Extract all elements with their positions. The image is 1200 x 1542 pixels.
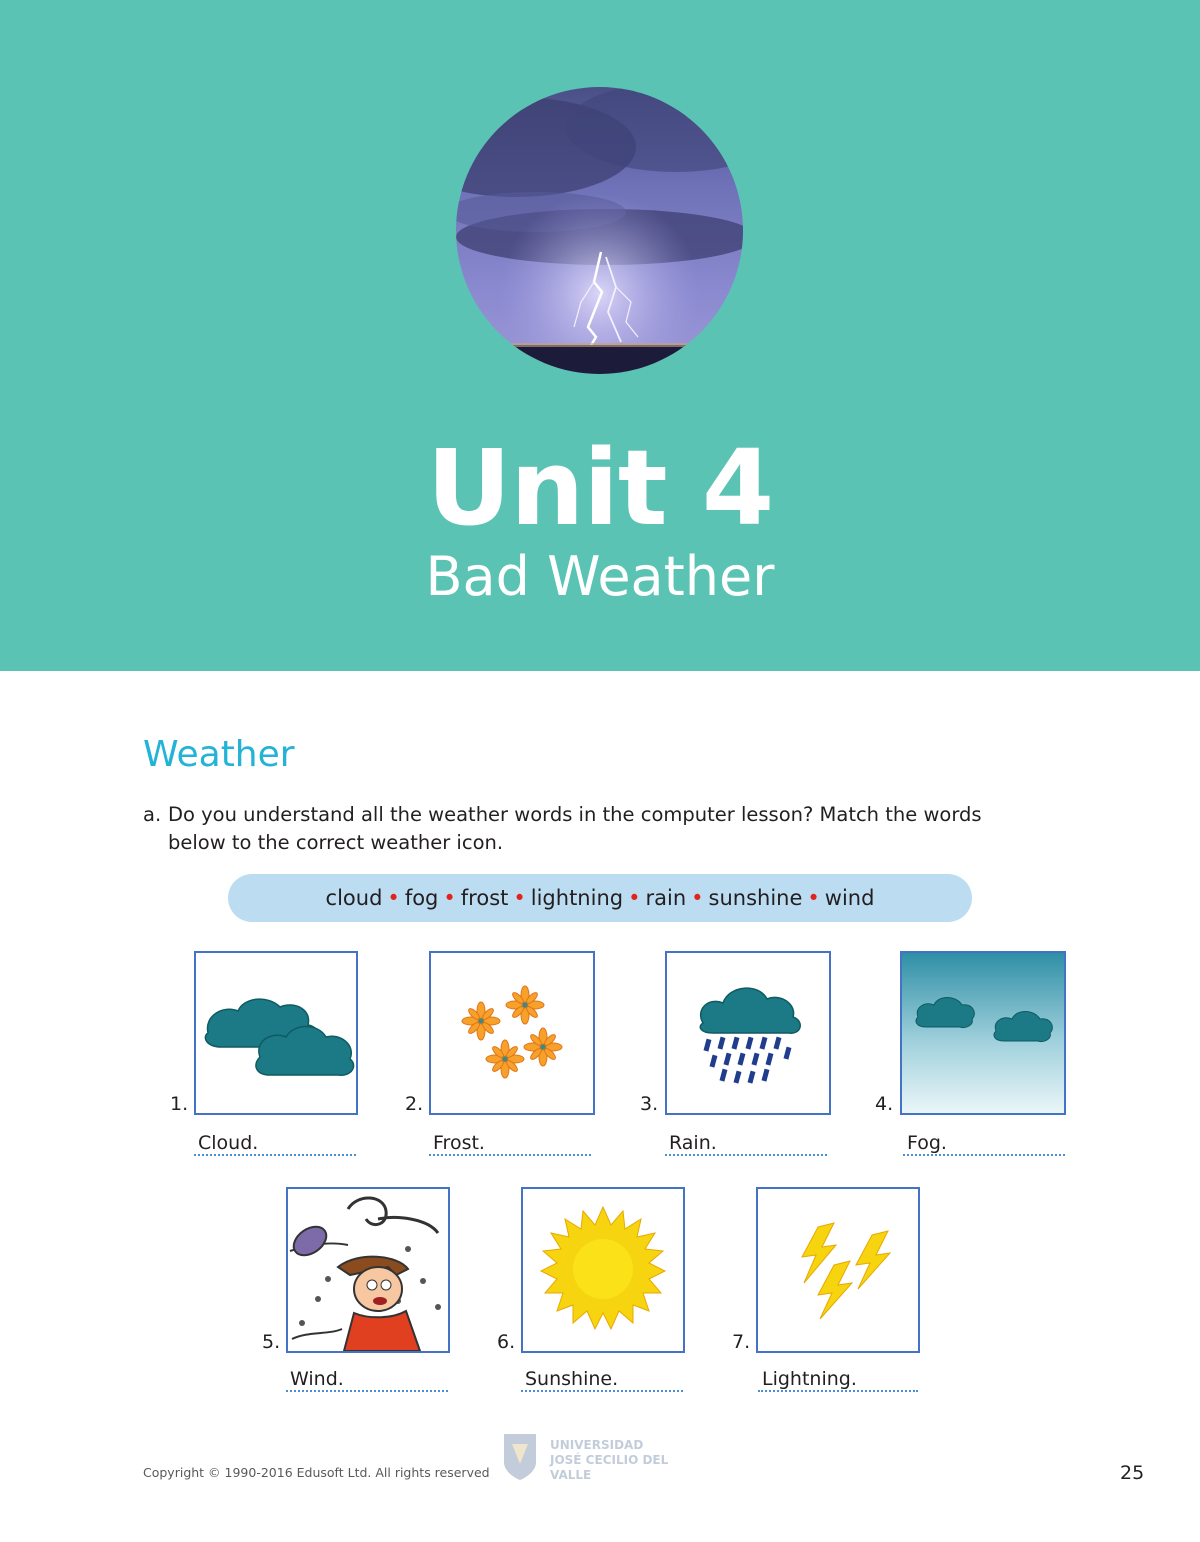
watermark-line-2: JOSÉ CECILIO DEL VALLE bbox=[550, 1453, 669, 1482]
answer-field[interactable]: Wind. bbox=[286, 1368, 448, 1392]
section-heading: Weather bbox=[143, 734, 295, 775]
frost-icon bbox=[429, 951, 595, 1115]
answer-field[interactable]: Sunshine. bbox=[521, 1368, 683, 1392]
item-number: 6. bbox=[497, 1331, 516, 1353]
instruction-text bbox=[143, 801, 1073, 857]
word-bank bbox=[228, 874, 972, 922]
answer-field[interactable]: Lightning. bbox=[758, 1368, 918, 1392]
separator-dot: • bbox=[387, 886, 400, 910]
answer-field[interactable]: Fog. bbox=[903, 1132, 1065, 1156]
answer-field[interactable]: Frost. bbox=[429, 1132, 591, 1156]
page-number: 25 bbox=[1120, 1462, 1145, 1484]
word-bank-item: sunshine bbox=[708, 886, 803, 910]
word-bank-item: wind bbox=[824, 886, 875, 910]
answer-field[interactable]: Rain. bbox=[665, 1132, 827, 1156]
watermark-line-1: UNIVERSIDAD bbox=[550, 1438, 644, 1452]
copyright-text: Copyright © 1990-2016 Edusoft Ltd. All rights reserved bbox=[143, 1465, 490, 1480]
instruction-letter: a. bbox=[143, 803, 162, 826]
fog-icon bbox=[900, 951, 1066, 1115]
separator-dot: • bbox=[691, 886, 704, 910]
thunderstorm-photo bbox=[456, 87, 743, 374]
word-bank-item: rain bbox=[645, 886, 687, 910]
item-number: 5. bbox=[262, 1331, 281, 1353]
word-bank-item: frost bbox=[460, 886, 509, 910]
instruction-line-1: Do you understand all the weather words in the computer lesson? Match the words bbox=[168, 803, 982, 826]
item-number: 3. bbox=[640, 1093, 659, 1115]
unit-title: Unit 4 bbox=[426, 427, 774, 549]
separator-dot: • bbox=[628, 886, 641, 910]
item-number: 2. bbox=[405, 1093, 424, 1115]
separator-dot: • bbox=[513, 886, 526, 910]
word-bank-item: lightning bbox=[530, 886, 624, 910]
unit-banner bbox=[0, 0, 1200, 671]
word-bank-item: cloud bbox=[325, 886, 383, 910]
item-number: 7. bbox=[732, 1331, 751, 1353]
sunshine-icon bbox=[521, 1187, 685, 1353]
separator-dot: • bbox=[807, 886, 820, 910]
separator-dot: • bbox=[443, 886, 456, 910]
item-number: 1. bbox=[170, 1093, 189, 1115]
unit-subtitle: Bad Weather bbox=[425, 545, 775, 608]
lightning-icon bbox=[756, 1187, 920, 1353]
answer-field[interactable]: Cloud. bbox=[194, 1132, 356, 1156]
item-number: 4. bbox=[875, 1093, 894, 1115]
word-bank-item: fog bbox=[404, 886, 439, 910]
wind-icon bbox=[286, 1187, 450, 1353]
cloud-icon bbox=[194, 951, 358, 1115]
instruction-line-2: below to the correct weather icon. bbox=[168, 831, 504, 854]
university-watermark-logo bbox=[490, 1418, 705, 1490]
rain-icon bbox=[665, 951, 831, 1115]
